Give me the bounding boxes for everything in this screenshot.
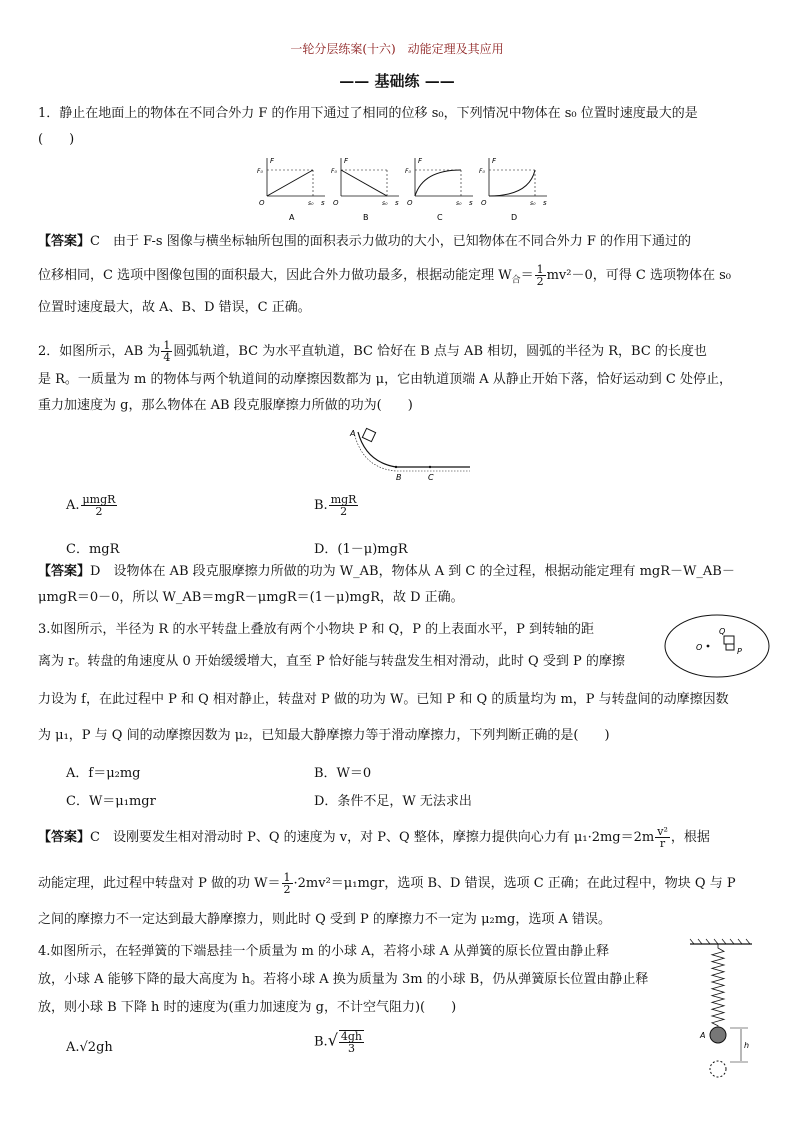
label-f: F [492, 157, 497, 165]
label-s: s [395, 199, 399, 207]
q4-line3: 放，则小球 B 下降 h 时的速度为(重力加速度为 g，不计空气阻力)( ) [38, 1000, 457, 1015]
label-f: F [270, 157, 275, 165]
q3-line1: 3.如图所示，半径为 R 的水平转盘上叠放有两个小物块 P 和 Q，P 的上表面水平，P 到转轴的距 [38, 622, 595, 637]
fs-curve [341, 170, 387, 196]
q4-option-b: B.√ $\frac{4gh}{3}$ [314, 1030, 363, 1055]
label-o: O [481, 199, 487, 207]
label-s0: s₀ [456, 200, 462, 207]
q3-label-q: Q [719, 627, 726, 636]
label-f: F [418, 157, 423, 165]
graph-label: A [289, 213, 295, 222]
q3-option-c: C．W＝μ₁mgr [66, 794, 156, 809]
fs-curve [415, 170, 461, 196]
q4-spring-figure [686, 938, 756, 1088]
q1-answer-text2b: mv²－0，可得 C 选项物体在 s₀ [546, 268, 731, 283]
graph-label: B [363, 213, 369, 222]
label-o: O [407, 199, 413, 207]
q1-answer-line2: 位移相同，C 选项中图像包围的面积最大，因此合外力做功最多，根据动能定理 $W_合=$ $\frac{1}{2}$ mv²－0，可得 C 选项物体在 s₀ [38, 263, 731, 288]
q3-label-o: O [696, 643, 703, 652]
q4-line1: 4.如图所示，在轻弹簧的下端悬挂一个质量为 m 的小球 A，若将小球 A 从弹簧的原长位置由静止释 [38, 944, 610, 959]
q2-track-figure [348, 424, 478, 484]
q1-answer-text2a: 位移相同，C 选项中图像包围的面积最大，因此合外力做功最多，根据动能定理 W [38, 268, 512, 283]
q1-graph-D [479, 157, 547, 222]
q2-option-b: B. $\frac{\text{mgR}}{2}$ [314, 493, 357, 518]
q3-answer-line1: 【答案】C 设刚要发生相对滑动时 P、Q 的速度为 v，对 P、Q 整体，摩擦力提供向心力有 μ₁·2mg＝2m $\frac{\text{v²}}{r}$ ，根据 [38, 825, 710, 850]
q4-option-a: A.√2gh [66, 1040, 113, 1055]
label-s: s [543, 199, 547, 207]
q3-line4: 为 μ₁，P 与 Q 间的动摩擦因数为 μ₂，已知最大静摩擦力等于滑动摩擦力，下列判断正确的是( ) [38, 728, 610, 743]
q2-answer-line2: μmgR＝0－0，所以 W_AB＝mgR－μmgR＝(1－μ)mgR，故 D 正确。 [38, 590, 464, 605]
q2-line1: 2．如图所示，AB 为 $\frac{1}{4}$ 圆弧轨道，BC 为水平直轨道，BC 恰好在 B 点与 AB 相切，圆弧的半径为 R，BC 的长度也 [38, 339, 707, 364]
label-f0: F₀ [331, 168, 337, 175]
q2-option-d: D．(1－μ)mgR [314, 542, 408, 557]
q1-figures [255, 152, 545, 224]
q1-answer-line1 [38, 234, 756, 250]
label-f: F [344, 157, 349, 165]
q2-line2: 是 R。一质量为 m 的物体与两个轨道间的动摩擦因数都为 μ，它由轨道顶端 A 从静止开始下落，恰好运动到 C 处停止， [38, 372, 732, 387]
q4-line2: 放，小球 A 能够下降的最大高度为 h。若将小球 A 换为质量为 3m 的小球 B，仍从弹簧原长位置由静止释 [38, 972, 649, 987]
q1-line2: ( ) [38, 132, 75, 147]
label-f0: F₀ [405, 168, 411, 175]
q3-label-p: P [737, 647, 742, 656]
q1-graph-A [257, 157, 325, 222]
section-title: —— 基础练 —— [339, 72, 455, 90]
label-f0: F₀ [257, 168, 263, 175]
q3-option-b: B．W＝0 [314, 766, 372, 781]
q2-label-b: B [396, 473, 402, 482]
q3-turntable-figure [662, 612, 772, 680]
q1-graph-B [331, 157, 399, 222]
q2-quarter-frac: $\frac{1}{4}$ [163, 339, 171, 364]
fs-curve [489, 170, 535, 196]
q2-option-c: C．mgR [66, 542, 120, 557]
label-s0: s₀ [308, 200, 314, 207]
q1-answer-text1: C 由于 F-s 图像与横坐标轴所包围的面积表示力做功的大小，已知物体在不同合外力 F 的作用下通过的 [90, 234, 692, 249]
label-o: O [259, 199, 265, 207]
label-s0: s₀ [382, 200, 388, 207]
graph-label: C [437, 213, 443, 222]
label-f0: F₀ [479, 168, 485, 175]
q3-answer-line2: 动能定理，此过程中转盘对 P 做的功 W＝ $\frac{1}{2}$ ·2mv²＝μ₁mgr，选项 B、D 错误，选项 C 正确；在此过程中，物块 Q 与 P [38, 871, 736, 896]
q1-line1: 1．静止在地面上的物体在不同合外力 F 的作用下通过了相同的位移 s₀，下列情况中物体在 s₀ 位置时速度最大的是 [38, 106, 698, 121]
q4-label-h: h [744, 1041, 750, 1050]
q2-label-a: A [350, 429, 356, 438]
q2-label-c: C [428, 473, 434, 482]
page-header: 一轮分层练案(十六) 动能定理及其应用 [290, 42, 504, 56]
q1-graph-C [405, 157, 473, 222]
q3-line2: 离为 r。转盘的角速度从 0 开始缓缓增大，直至 P 恰好能与转盘发生相对滑动，此时 Q 受到 P 的摩擦 [38, 654, 625, 669]
q3-option-a: A．f＝μ₂mg [66, 766, 141, 781]
q4-label-a: A [700, 1031, 706, 1040]
q2-answer-line1: 【答案】D 设物体在 AB 段克服摩擦力所做的功为 W_AB，物体从 A 到 C 的全过程，根据动能定理有 mgR－W_AB－ [38, 564, 735, 579]
q1-answer-sub: 合 [511, 275, 521, 286]
q3-option-d: D．条件不足，W 无法求出 [314, 794, 472, 809]
q3-line3: 力设为 f，在此过程中 P 和 Q 相对静止，转盘对 P 做的功为 W。已知 P 和 Q 的质量均为 m，P 与转盘间的动摩擦因数 [38, 692, 729, 707]
q1-answer-frac: $\frac{1}{2}$ [536, 263, 544, 288]
label-s: s [321, 199, 325, 207]
label-o: O [333, 199, 339, 207]
q2-option-a: A. $\frac{\text{μmgR}}{2}$ [66, 493, 116, 518]
fs-curve [267, 170, 313, 196]
answer-tag: 【答案】 [38, 234, 91, 249]
label-s: s [469, 199, 473, 207]
label-s0: s₀ [530, 200, 536, 207]
q3-answer-line3: 之间的摩擦力不一定达到最大静摩擦力，则此时 Q 受到 P 的摩擦力不一定为 μ₂mg，选项 A 错误。 [38, 912, 612, 927]
graph-label: D [511, 213, 518, 222]
q2-line3: 重力加速度为 g，那么物体在 AB 段克服摩擦力所做的功为( ) [38, 398, 413, 413]
q1-answer-line3: 位置时速度最大，故 A、B、D 错误，C 正确。 [38, 300, 311, 315]
